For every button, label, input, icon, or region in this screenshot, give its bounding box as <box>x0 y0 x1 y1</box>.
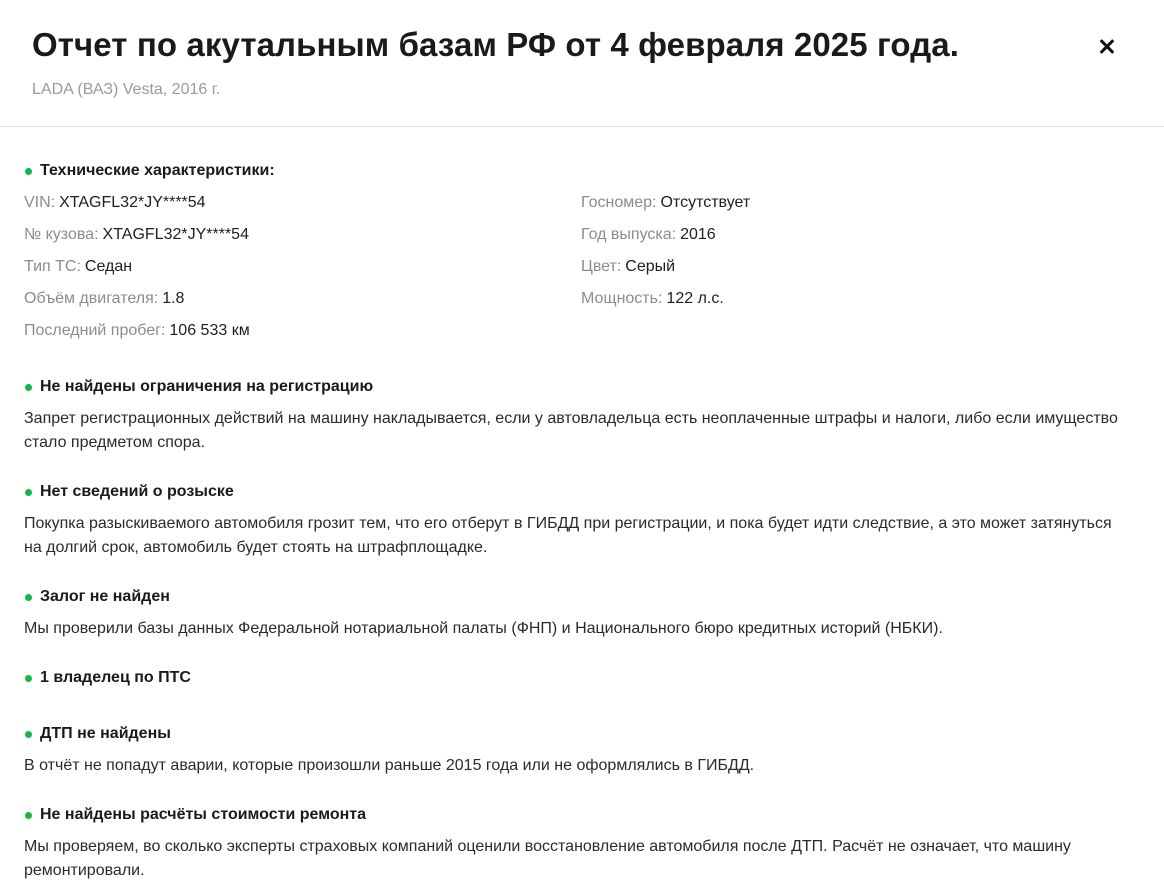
tech-specs-grid <box>24 192 1144 342</box>
spec-value: 106 533 км <box>169 322 250 339</box>
section-title-label: 1 владелец по ПТС <box>40 669 191 686</box>
spec-power <box>581 288 1081 310</box>
section-description: Запрет регистрационных действий на машину накладывается, если у автовладельца есть неоплаченные штрафы и налоги, либо если имущество стало предметом спора. <box>24 410 1118 451</box>
spec-value: Серый <box>625 258 676 275</box>
spec-year <box>581 224 1081 246</box>
spec-label: Год выпуска: <box>581 226 677 243</box>
section-title-accidents <box>24 723 1144 745</box>
section-title-label: Технические характеристики: <box>40 162 275 179</box>
spec-plate <box>581 192 1081 214</box>
report-header <box>0 0 1164 127</box>
spec-vehicle-type <box>24 256 581 278</box>
spec-value: Седан <box>84 258 133 275</box>
spec-label: Цвет: <box>581 258 622 275</box>
spec-label: Госномер: <box>581 194 657 211</box>
section-title-label: Нет сведений о розыске <box>40 483 234 500</box>
spec-value: 1.8 <box>162 290 185 307</box>
status-dot-icon <box>25 594 32 601</box>
spec-value: XTAGFL32*JY****54 <box>102 226 249 243</box>
report-content <box>24 160 1144 883</box>
section-title-label: Не найдены расчёты стоимости ремонта <box>40 806 367 823</box>
status-dot-icon <box>25 675 32 682</box>
spec-value: Отсутствует <box>660 194 751 211</box>
section-title-tech <box>24 160 1144 182</box>
spec-value: XTAGFL32*JY****54 <box>59 194 206 211</box>
spec-value: 122 л.с. <box>666 290 724 307</box>
section-description: Покупка разыскиваемого автомобиля грозит тем, что его отберут в ГИБДД при регистрации, и пока будет идти следствие, а это может затянуться на долгий срок, автомобиль будет стоять на штрафплощадке. <box>24 515 1112 556</box>
spec-label: Тип ТС: <box>24 258 81 275</box>
spec-body-number <box>24 224 581 246</box>
section-title-repair-estimates <box>24 804 1144 826</box>
spec-label: Мощность: <box>581 290 663 307</box>
close-icon[interactable] <box>1091 30 1123 62</box>
section-title-label: Залог не найден <box>40 588 170 605</box>
section-title-label: Не найдены ограничения на регистрацию <box>40 378 374 395</box>
status-dot-icon <box>25 812 32 819</box>
section-description: В отчёт не попадут аварии, которые произошли раньше 2015 года или не оформлялись в ГИБДД. <box>24 757 755 774</box>
status-dot-icon <box>25 384 32 391</box>
section-title-wanted <box>24 481 1144 503</box>
spec-color <box>581 256 1081 278</box>
spec-label: VIN: <box>24 194 56 211</box>
report-title: Отчет по акутальным базам РФ от 4 февраля 2025 года. <box>32 26 959 63</box>
section-title-registration <box>24 376 1144 398</box>
spec-mileage <box>24 320 581 342</box>
spec-value: 2016 <box>680 226 716 243</box>
spec-label: № кузова: <box>24 226 99 243</box>
spec-label: Последний пробег: <box>24 322 166 339</box>
spec-engine-volume <box>24 288 581 310</box>
vehicle-subtitle: LADA (ВАЗ) Vesta, 2016 г. <box>32 81 221 98</box>
section-description: Мы проверяем, во сколько эксперты страховых компаний оценили восстановление автомобиля после ДТП. Расчёт не означает, что машину ремонтировали. <box>24 838 1071 879</box>
spec-label: Объём двигателя: <box>24 290 159 307</box>
status-dot-icon <box>25 731 32 738</box>
section-title-label: ДТП не найдены <box>40 725 171 742</box>
spec-vin <box>24 192 581 214</box>
section-title-pledge <box>24 586 1144 608</box>
status-dot-icon <box>25 168 32 175</box>
status-dot-icon <box>25 489 32 496</box>
section-description: Мы проверили базы данных Федеральной нотариальной палаты (ФНП) и Национального бюро кредитных историй (НБКИ). <box>24 620 943 637</box>
section-title-owners <box>24 667 1144 689</box>
